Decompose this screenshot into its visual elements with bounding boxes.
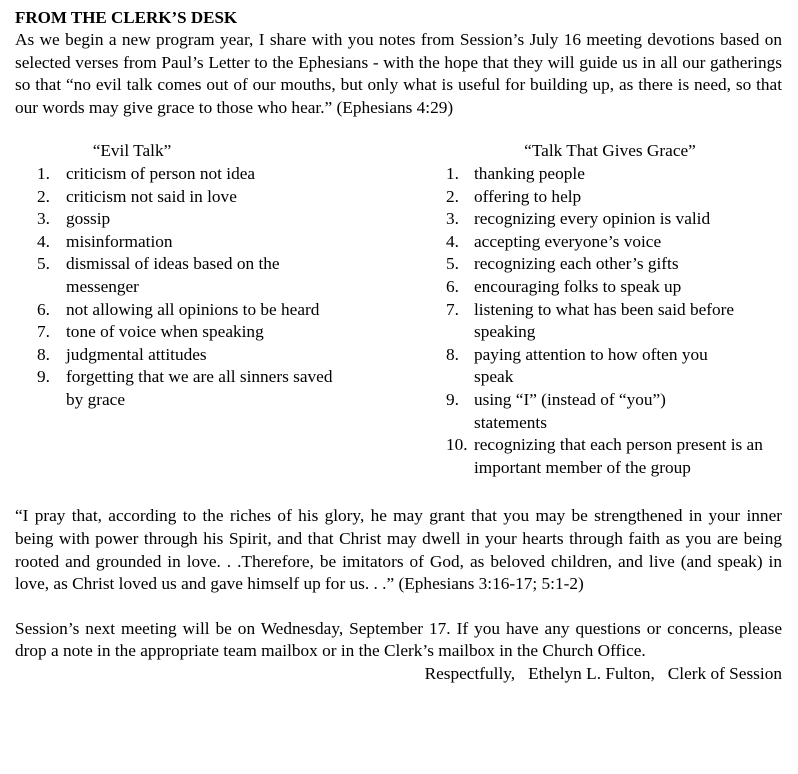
list-item xyxy=(446,299,786,344)
item-text: recognizing every opinion is valid xyxy=(474,209,711,229)
list-item xyxy=(446,163,786,186)
item-text: recognizing each other’s gifts xyxy=(474,254,679,274)
list-item xyxy=(37,344,377,367)
list-item xyxy=(37,186,377,209)
item-text: thanking people xyxy=(474,163,585,183)
clerks-desk-article xyxy=(15,7,782,686)
item-number: 2. xyxy=(37,186,50,206)
closing-paragraph: Session’s next meeting will be on Wednesday, September 17. If you have any questions or concerns, please drop a note in the appropriate team mailbox or in the Clerk’s mailbox in the Church Office. xyxy=(15,618,782,661)
list-item xyxy=(446,276,786,299)
list-item xyxy=(37,299,377,322)
signature-line: Respectfully, Ethelyn L. Fulton, Clerk of Session xyxy=(424,663,782,683)
list-item xyxy=(446,186,786,209)
item-text: paying attention to how often you speak xyxy=(474,344,708,387)
evil-talk-heading: “Evil Talk” xyxy=(92,141,172,161)
evil-talk-column xyxy=(37,140,377,411)
item-number: 1. xyxy=(446,163,459,183)
talk-lists xyxy=(15,140,782,495)
item-number: 7. xyxy=(37,322,50,342)
list-item xyxy=(446,253,786,276)
item-number: 6. xyxy=(446,276,459,296)
list-item xyxy=(446,344,786,389)
list-item xyxy=(446,389,786,434)
list-item xyxy=(446,208,786,231)
item-text: using “I” (instead of “you”) statements xyxy=(474,389,666,432)
item-number: 3. xyxy=(37,209,50,229)
intro-paragraph: As we begin a new program year, I share with you notes from Session’s July 16 meeting devotions based on selected verses from Paul’s Letter to the Ephesians - with the hope that they will guide us in all our gatherings so that “no evil talk comes out of our mouths, but only what is useful for building up, as there is need, so that our words may give grace to those who hear.” (Ephesians 4:29) xyxy=(15,30,782,117)
grace-talk-heading: “Talk That Gives Grace” xyxy=(524,141,696,161)
evil-talk-list xyxy=(37,163,377,412)
item-number: 7. xyxy=(446,299,459,319)
item-number: 9. xyxy=(37,367,50,387)
item-number: 6. xyxy=(37,299,50,319)
item-number: 5. xyxy=(37,254,50,274)
item-text: encouraging folks to speak up xyxy=(474,276,682,296)
list-item xyxy=(446,231,786,254)
item-text: accepting everyone’s voice xyxy=(474,231,662,251)
item-text: listening to what has been said before speaking xyxy=(474,299,735,342)
item-text: recognizing that each person present is an important member of the group xyxy=(474,435,763,477)
item-text: gossip xyxy=(66,209,111,229)
list-item xyxy=(37,321,377,344)
item-text: forgetting that we are all sinners saved by grace xyxy=(66,367,333,409)
list-item xyxy=(37,163,377,186)
list-item xyxy=(37,208,377,231)
item-number: 10. xyxy=(446,435,468,455)
item-number: 5. xyxy=(446,254,459,274)
item-number: 3. xyxy=(446,209,459,229)
item-number: 1. xyxy=(37,163,50,183)
scripture-quote: “I pray that, according to the riches of his glory, he may grant that you may be strengthened in your inner being with power through his Spirit, and that Christ may dwell in your hearts through faith as you are being rooted and grounded in love. . .Therefore, be imitators of God, as beloved children, and live (and speak) in love, as Christ loved us and gave himself up for us. . .” (Ephesians 3:16-17; 5:1-2) xyxy=(15,506,782,594)
item-text: judgmental attitudes xyxy=(66,344,207,364)
item-text: criticism of person not idea xyxy=(66,163,256,183)
item-number: 4. xyxy=(446,231,459,251)
grace-talk-list xyxy=(446,163,786,479)
item-text: offering to help xyxy=(474,186,582,206)
item-text: misinformation xyxy=(66,231,173,251)
item-text: not allowing all opinions to be heard xyxy=(66,299,320,319)
item-number: 8. xyxy=(446,344,459,364)
list-item xyxy=(37,366,377,411)
item-number: 4. xyxy=(37,231,50,251)
item-number: 2. xyxy=(446,186,459,206)
list-item xyxy=(37,231,377,254)
item-text: dismissal of ideas based on the messenger xyxy=(66,254,280,296)
grace-talk-column xyxy=(446,140,786,479)
list-item xyxy=(446,434,786,479)
list-item xyxy=(37,253,377,298)
article-title: FROM THE CLERK’S DESK xyxy=(15,8,238,27)
item-text: criticism not said in love xyxy=(66,186,237,206)
item-number: 8. xyxy=(37,344,50,364)
item-number: 9. xyxy=(446,389,459,409)
item-text: tone of voice when speaking xyxy=(66,322,264,342)
